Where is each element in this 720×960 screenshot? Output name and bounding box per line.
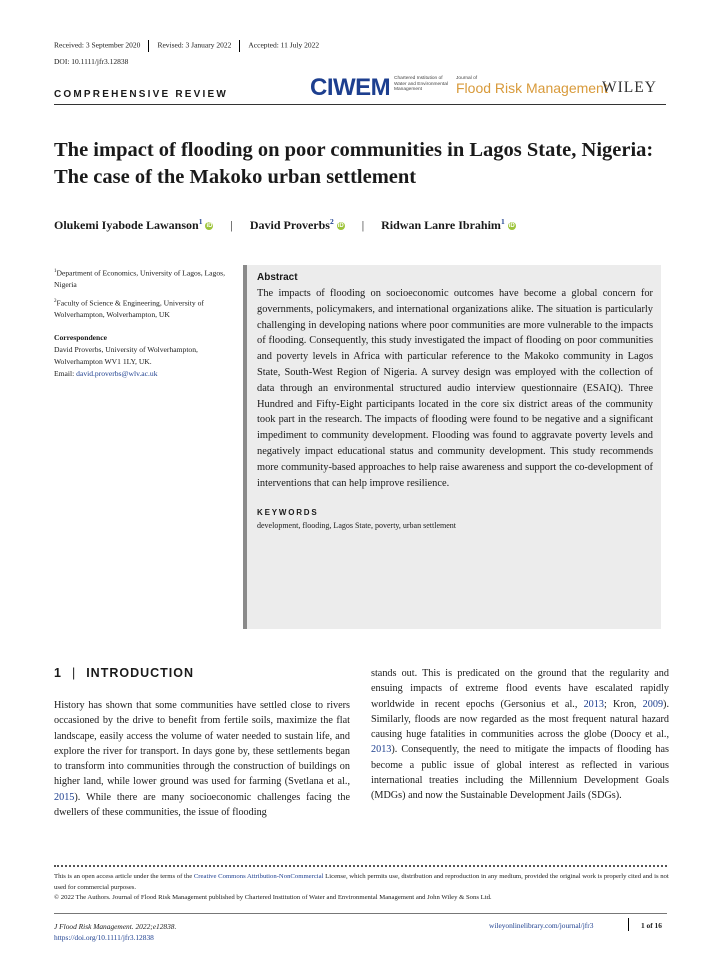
journal-reference: J Flood Risk Management. 2022;e12838. bbox=[54, 922, 177, 931]
license-text bbox=[54, 873, 669, 891]
keywords: development, flooding, Lagos State, poverty, urban settlement bbox=[257, 521, 456, 531]
article-type: COMPREHENSIVE REVIEW bbox=[54, 89, 229, 100]
page-divider bbox=[628, 918, 629, 931]
body-text: This is an open access article under the terms of the bbox=[54, 873, 194, 880]
author-name[interactable]: Olukemi Iyabode Lawanson bbox=[54, 218, 199, 232]
author-separator: | bbox=[361, 218, 365, 232]
journal-logo-prefix: Journal of bbox=[456, 76, 478, 81]
header-divider bbox=[54, 104, 666, 105]
orcid-icon[interactable]: iD bbox=[206, 223, 213, 229]
section-number: 1 bbox=[54, 666, 62, 680]
intro-column-right bbox=[371, 666, 669, 804]
body-text: ; Kron, bbox=[603, 698, 643, 710]
body-text: ). While there are many socioeconomic challenges facing the dwellers of these communities, the issue of flooding bbox=[54, 791, 350, 819]
abstract-text: The impacts of flooding on socioeconomic outcomes have become a global concern for governments, policymakers, and international organizations alike. The situation is particularly challenging in developing nations where poor communities are more vulnerable to the impacts of flooding. Consequently, this study investigated the impact of flooding on poor communities and poverty levels in Africa with particular reference to the Makoko community in Lagos State, South-West Region of Nigeria. A survey design was employed with the collection of data through an environmental structured audio interview questionnaire (ESAIQ). Three Hundred and Fifty-Eight participants located in the core six district areas of the community took part in the research. The impacts of flooding were found to be negative and a significant impediment to community development. Flooding was found to aggravate poverty levels and negatively impact educational status and community development. This study recommends more community-based approaches to help raise awareness and support the co-development of interventions that can help improve resilience. bbox=[257, 288, 653, 489]
author-affiliation-mark: 2 bbox=[329, 217, 334, 226]
journal-logo: Flood Risk Management bbox=[456, 80, 608, 96]
orcid-icon[interactable]: iD bbox=[508, 223, 515, 229]
divider bbox=[148, 40, 149, 52]
page-number: 1 of 16 bbox=[641, 921, 662, 930]
doi: DOI: 10.1111/jfr3.12838 bbox=[54, 57, 129, 66]
revised-date: Revised: 3 January 2022 bbox=[157, 40, 232, 50]
intro-column-left bbox=[54, 698, 350, 820]
affiliation: $^1$Department of Economics, University of Lagos, Lagos, Nigeria bbox=[54, 268, 225, 290]
abstract-heading: Abstract bbox=[257, 272, 298, 283]
citation-link[interactable]: 2009 bbox=[642, 698, 664, 710]
author-list bbox=[54, 217, 516, 233]
section-title: INTRODUCTION bbox=[86, 666, 195, 680]
citation-link[interactable]: 2015 bbox=[54, 791, 75, 803]
footer-rule bbox=[54, 913, 667, 914]
wiley-logo: WILEY bbox=[602, 79, 657, 96]
body-text: ). Consequently, the need to mitigate the impacts of flooding has become a public issue of global interest as reflected in various international treaties including the Millennium Development Goals (MDGs) and now the Sustainable Development Jails (SDGs). bbox=[371, 744, 669, 802]
ciwem-subtitle: Chartered Institution of Water and Environmental Management bbox=[394, 76, 448, 92]
author-name[interactable]: Ridwan Lanre Ibrahim bbox=[381, 218, 501, 232]
doi-link[interactable]: https://doi.org/10.1111/jfr3.12838 bbox=[54, 933, 154, 942]
affiliation: $^2$Faculty of Science & Engineering, University of Wolverhampton, Wolverhampton, UK bbox=[54, 298, 204, 320]
correspondence-heading: Correspondence bbox=[54, 333, 108, 343]
citation-link[interactable]: 2013 bbox=[583, 698, 604, 710]
author-affiliation-mark: 1 bbox=[500, 217, 505, 226]
received-date: Received: 3 September 2020 bbox=[54, 40, 141, 50]
ciwem-logo: CIWEM bbox=[310, 74, 391, 101]
author-affiliation-mark: 1 bbox=[198, 217, 203, 226]
journal-citation bbox=[54, 921, 176, 943]
footer-divider bbox=[54, 865, 667, 867]
citation-link[interactable]: Creative Commons Attribution-NonCommercial bbox=[193, 873, 324, 880]
email-label: Email: bbox=[54, 368, 77, 378]
article-dates bbox=[54, 40, 319, 52]
email-link[interactable]: david.proverbs@wlv.ac.uk bbox=[76, 368, 158, 378]
correspondence-address: David Proverbs, University of Wolverhampton, Wolverhampton WV1 1LY, UK. bbox=[54, 345, 198, 366]
correspondence-details bbox=[54, 344, 229, 379]
citation-link[interactable]: 2013 bbox=[371, 744, 392, 756]
orcid-icon[interactable]: iD bbox=[337, 223, 344, 229]
abstract-box bbox=[243, 265, 661, 629]
author-separator: | bbox=[230, 218, 233, 232]
body-text: stands out. This is predicated on the ground that the regularity and ensuing impacts of extreme flood events have escalated rapidly worldwide in recent epochs (Gersonius et al., bbox=[371, 668, 669, 710]
section-heading: 1 | INTRODUCTION bbox=[54, 666, 195, 680]
affiliations bbox=[54, 266, 229, 384]
body-text: History has shown that some communities have settled close to rivers occasioned by the drive to benefit from fertile soils, maximize the flat landscape, easily access the volume of water needed to sustain life, and explore the river for transport. In days gone by, these settlements began to transform into communities through the construction of buildings on higher land, while lower ground was used for farming (Svetlana et al., bbox=[54, 700, 350, 788]
divider bbox=[239, 40, 240, 52]
journal-site-link[interactable]: wileyonlinelibrary.com/journal/jfr3 bbox=[489, 921, 594, 930]
body-text: ). Similarly, floods are now regarded as the most frequent natural hazard causing huge fatalities in communities across the globe (Doocy et al., bbox=[371, 698, 669, 741]
license-notice bbox=[54, 872, 669, 904]
paper-title: The impact of flooding on poor communities in Lagos State, Nigeria: The case of the Makoko urban settlement bbox=[54, 139, 654, 188]
accepted-date: Accepted: 11 July 2022 bbox=[248, 40, 320, 50]
keywords-heading: KEYWORDS bbox=[257, 508, 319, 518]
author-name[interactable]: David Proverbs bbox=[249, 218, 330, 232]
copyright: © 2022 The Authors. Journal of Flood Risk Management published by Chartered Institution of Water and Environmental Management and John Wiley & Sons Ltd. bbox=[54, 894, 492, 901]
body-text: License, which permits use, distribution and reproduction in any medium, provided the original work is properly cited and is not used for commercial purposes. bbox=[54, 873, 669, 891]
